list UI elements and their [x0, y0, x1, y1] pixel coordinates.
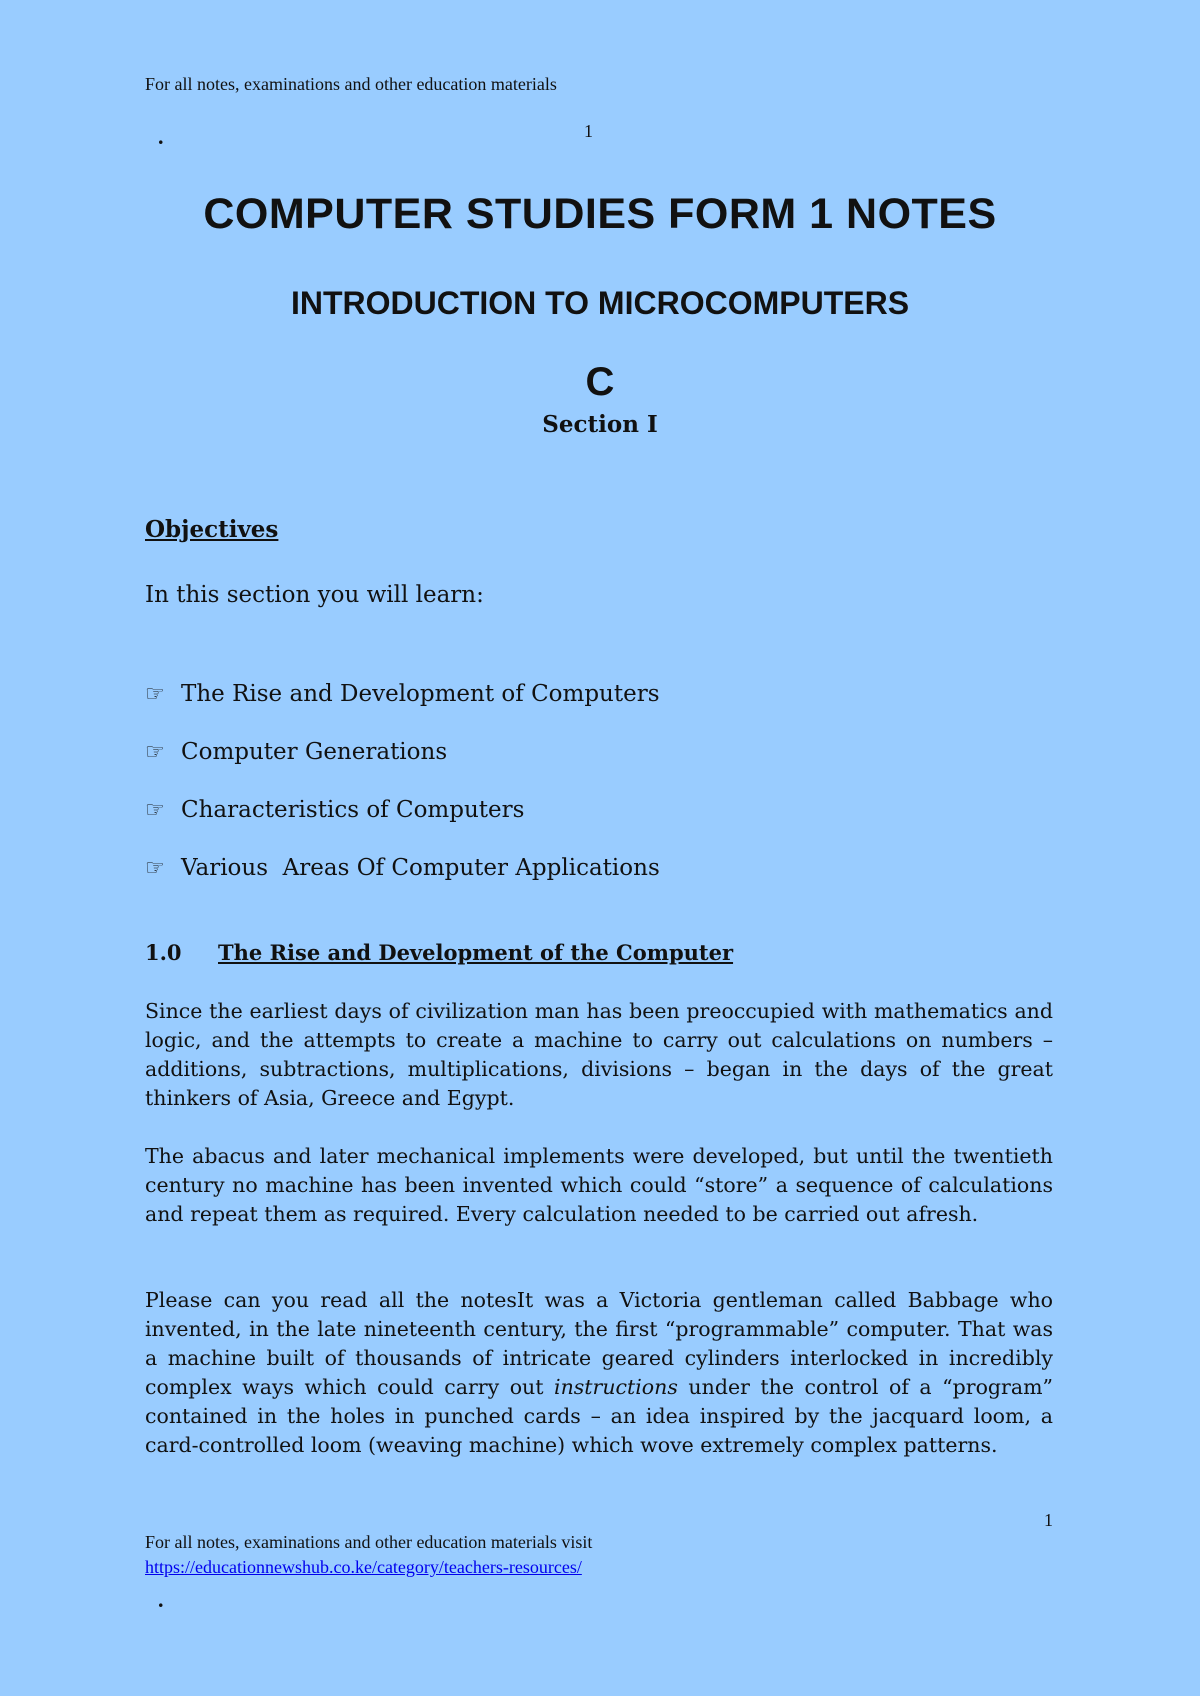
paragraph-3-italic: instructions [554, 1375, 678, 1399]
chapter-letter: C [585, 360, 615, 404]
footer-dot: . [158, 1587, 164, 1612]
objectives-intro: In this section you will learn: [145, 582, 484, 608]
list-item [145, 839, 660, 897]
paragraph-3 [145, 1286, 1053, 1460]
footer-link[interactable]: https://educationnewshub.co.ke/category/teachers-resources/ [145, 1557, 582, 1577]
objective-text: The Rise and Development of Computers [181, 681, 660, 707]
pointing-hand-icon: ☞ [145, 681, 165, 707]
footer-page-number: 1 [1044, 1510, 1053, 1530]
document-title: COMPUTER STUDIES FORM 1 NOTES [203, 190, 997, 238]
pointing-hand-icon: ☞ [145, 797, 165, 823]
pointing-hand-icon: ☞ [145, 855, 165, 881]
list-item [145, 781, 660, 839]
paragraph-3-end: under the control of a “program” contained in the holes in punched cards – an idea inspired by the jacquard loom, a card-controlled loom (weaving machine) which wove extremely complex patterns. [145, 1375, 1053, 1457]
section-number: 1.0 [145, 940, 182, 965]
section-title: The Rise and Development of the Computer [218, 940, 734, 965]
paragraph-2: The abacus and later mechanical implements were developed, but until the twentieth century no machine has been invented which could “store” a sequence of calculations and repeat them as required. Every calculation needed to be carried out afresh. [145, 1144, 1053, 1226]
list-item [145, 723, 660, 781]
header-page-number: 1 [584, 121, 593, 141]
footer-note: For all notes, examinations and other education materials visit [145, 1532, 593, 1552]
section-label: Section I [542, 411, 658, 438]
objectives-heading: Objectives [145, 516, 279, 543]
list-item [145, 665, 660, 723]
paragraph-1: Since the earliest days of civilization man has been preoccupied with mathematics and logic, and the attempts to create a machine to carry out calculations on numbers – additions, subtractions, multiplications, divisions – began in the days of the great thinkers of Asia, Greece and Egypt. [145, 999, 1053, 1110]
pointing-hand-icon: ☞ [145, 739, 165, 765]
header-dot: . [158, 124, 164, 149]
objective-text: Various Areas Of Computer Applications [181, 855, 660, 881]
document-subtitle: INTRODUCTION TO MICROCOMPUTERS [290, 285, 910, 321]
objective-text: Characteristics of Computers [181, 797, 525, 823]
header-note: For all notes, examinations and other education materials [145, 74, 557, 94]
objectives-list [145, 665, 660, 897]
section-heading [145, 940, 733, 965]
objective-text: Computer Generations [181, 739, 448, 765]
paragraph-3-start: Please can you read all the notesIt was a Victoria gentleman called Babbage who invented, in the late nineteenth century, the first “programmable” computer. That was a machine built of thousands of intricate geared cylinders interlocked in incredibly complex ways which could carry out [145, 1288, 1053, 1399]
